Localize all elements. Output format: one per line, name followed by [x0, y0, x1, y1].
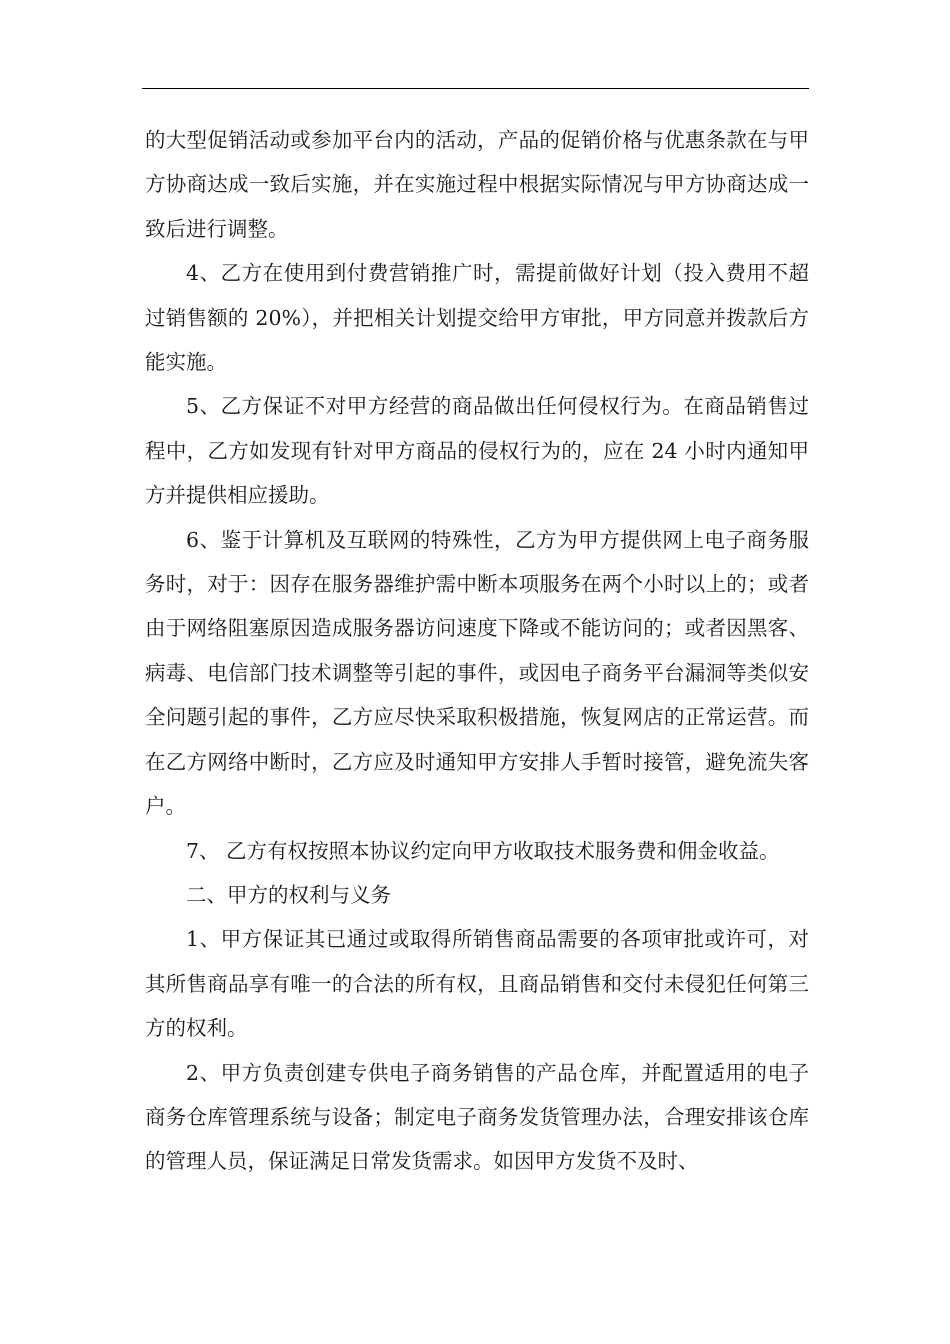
paragraph-party-a-clause-1: 1、甲方保证其已通过或取得所销售商品需要的各项审批或许可，对其所售商品享有唯一的合法的所有权，且商品销售和交付未侵犯任何第三方的权利。: [145, 927, 809, 1041]
paragraph-clause-7: 7、 乙方有权按照本协议约定向甲方收取技术服务费和佣金收益。: [186, 838, 780, 863]
paragraph-clause-5: 5、乙方保证不对甲方经营的商品做出任何侵权行为。在商品销售过程中，乙方如发现有针对甲方商品的侵权行为的，应在 24 小时内通知甲方并提供相应援助。: [145, 394, 809, 508]
paragraph-clause-6: 6、鉴于计算机及互联网的特殊性，乙方为甲方提供网上电子商务服务时，对于：因存在服务器维护需中断本项服务在两个小时以上的；或者由于网络阻塞原因造成服务器访问速度下降或不能访问的；或者因黑客、病毒、电信部门技术调整等引起的事件，或因电子商务平台漏洞等类似安全问题引起的事件，乙方应尽快采取积极措施，恢复网店的正常运营。而在乙方网络中断时，乙方应及时通知甲方安排人手暂时接管，避免流失客户。: [145, 527, 809, 819]
document-body: [145, 118, 809, 1184]
paragraph-party-a-clause-2: 2、甲方负责创建专供电子商务销售的产品仓库，并配置适用的电子商务仓库管理系统与设备；制定电子商务发货管理办法，合理安排该仓库的管理人员，保证满足日常发货需求。如因甲方发货不及时、: [145, 1060, 809, 1174]
section-heading-party-a: 二、甲方的权利与义务: [186, 882, 391, 907]
paragraph-clause-4: 4、乙方在使用到付费营销推广时，需提前做好计划（投入费用不超过销售额的 20%），并把相关计划提交给甲方审批，甲方同意并拨款后方能实施。: [145, 261, 809, 375]
paragraph-continuation: 的大型促销活动或参加平台内的活动，产品的促销价格与优惠条款在与甲方协商达成一致后实施，并在实施过程中根据实际情况与甲方协商达成一致后进行调整。: [145, 128, 809, 241]
header-rule: [142, 88, 809, 89]
